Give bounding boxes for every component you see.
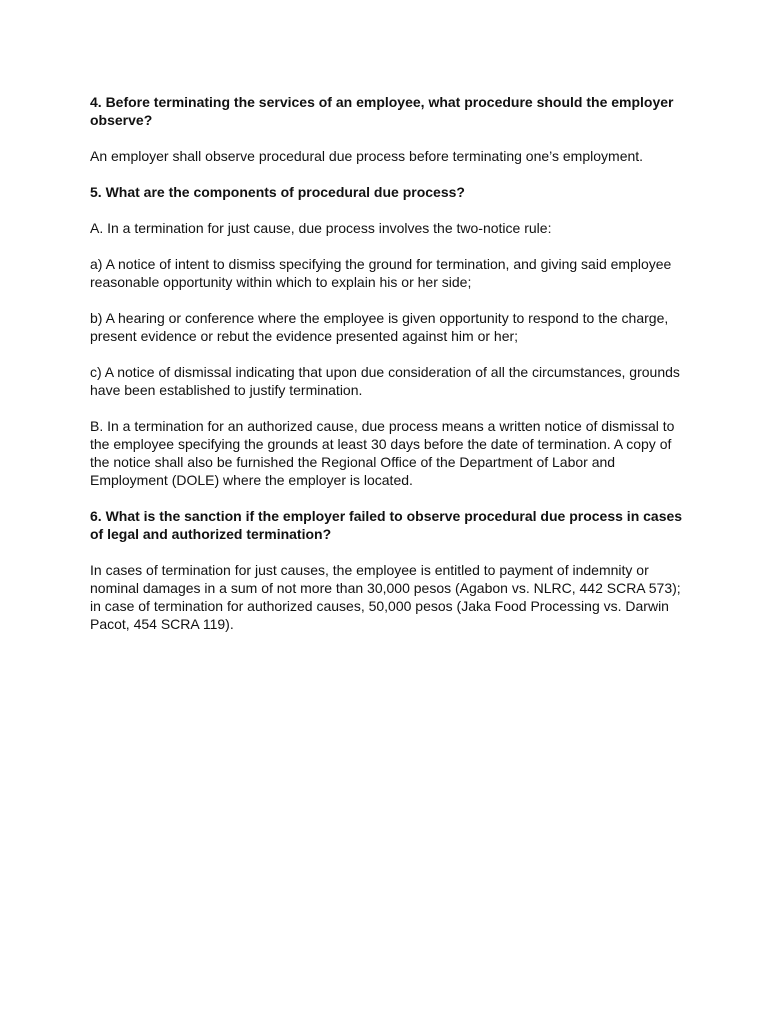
document-body — [90, 93, 690, 651]
answer-5-part-b: B. In a termination for an authorized cause, due process means a written notice of dismissal to the employee specifying the grounds at least 30 days before the date of termination. A copy of the notice shall also be furnished the Regional Office of the Department of Labor and Employment (DOLE) where the employer is located. — [90, 418, 675, 488]
answer-5-item-a: a) A notice of intent to dismiss specifying the ground for termination, and giving said employee reasonable opportunity within which to explain his or her side; — [90, 256, 672, 290]
question-4: 4. Before terminating the services of an employee, what procedure should the employer observe? — [90, 94, 674, 128]
answer-6: In cases of termination for just causes, the employee is entitled to payment of indemnity or nominal damages in a sum of not more than 30,000 pesos (Agabon vs. NLRC, 442 SCRA 573); in case of termination for authorized causes, 50,000 pesos (Jaka Food Processing vs. Darwin Pacot, 454 SCRA 119). — [90, 562, 681, 632]
question-6: 6. What is the sanction if the employer failed to observe procedural due process in cases of legal and authorized termination? — [90, 508, 683, 542]
answer-4: An employer shall observe procedural due process before terminating one’s employment. — [90, 148, 644, 164]
answer-5-intro: A. In a termination for just cause, due process involves the two-notice rule: — [90, 220, 552, 236]
question-5: 5. What are the components of procedural due process? — [90, 184, 465, 200]
answer-5-item-c: c) A notice of dismissal indicating that upon due consideration of all the circumstances, grounds have been established to justify termination. — [90, 364, 680, 398]
answer-5-item-b: b) A hearing or conference where the employee is given opportunity to respond to the charge, present evidence or rebut the evidence presented against him or her; — [90, 310, 669, 344]
